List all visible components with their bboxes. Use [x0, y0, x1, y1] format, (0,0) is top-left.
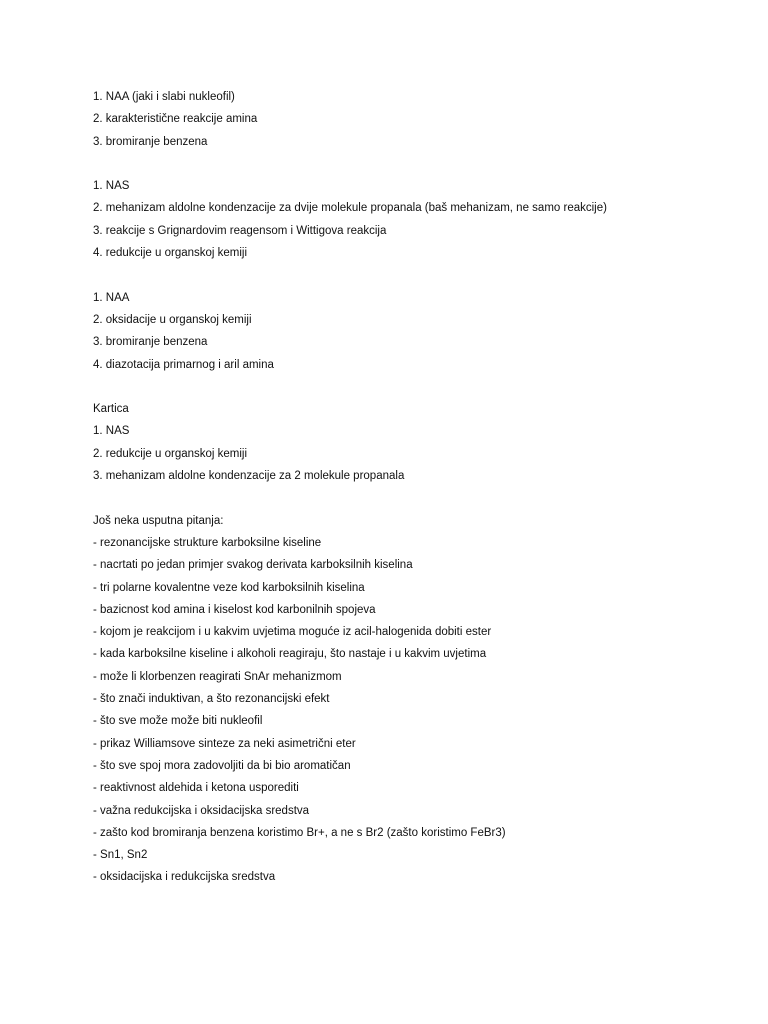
list-item: 1. NAA (jaki i slabi nukleofil) [93, 91, 235, 103]
list-item: 3. reakcije s Grignardovim reagensom i Wittigova reakcija [93, 224, 387, 237]
spacer [93, 487, 733, 509]
kartica-list [93, 398, 733, 487]
list-item: - tri polarne kovalentne veze kod karboksilnih kiselina [93, 581, 365, 594]
list-item: - što sve može može biti nukleofil [93, 715, 263, 728]
list-item: 1. NAS [93, 180, 130, 193]
extra-questions-list [93, 510, 733, 889]
list-item: 2. redukcije u organskoj kemiji [93, 447, 248, 460]
list-item: - oksidacijska i redukcijska sredstva [93, 871, 276, 884]
list-item: - kojom je reakcijom i u kakvim uvjetima moguće iz acil-halogenida dobiti ester [93, 626, 492, 639]
section-heading: Kartica [93, 403, 129, 416]
document-body [93, 86, 733, 889]
list-item: - rezonancijske strukture karboksilne kiseline [93, 536, 322, 549]
list-item: 2. mehanizam aldolne kondenzacije za dvije molekule propanala (baš mehanizam, ne samo reakcije) [93, 202, 607, 215]
section-heading: Još neka usputna pitanja: [93, 514, 224, 527]
list-item: - reaktivnost aldehida i ketona usporediti [93, 782, 299, 795]
list-item: - što znači induktivan, a što rezonancijski efekt [93, 693, 330, 706]
list-item: - važna redukcijska i oksidacijska sredstva [93, 804, 310, 817]
exam-list-1 [93, 86, 733, 153]
list-item: 3. bromiranje benzena [93, 135, 208, 148]
list-item: - zašto kod bromiranja benzena koristimo Br+, a ne s Br2 (zašto koristimo FeBr3) [93, 826, 506, 839]
list-item: - prikaz Williamsove sinteze za neki asimetrični eter [93, 737, 356, 750]
list-item: 4. redukcije u organskoj kemiji [93, 247, 248, 260]
list-item: - kada karboksilne kiseline i alkoholi reagiraju, što nastaje i u kakvim uvjetima [93, 648, 487, 661]
exam-list-3 [93, 287, 733, 376]
list-item: 2. oksidacije u organskoj kemiji [93, 313, 252, 326]
list-item: 4. diazotacija primarnog i aril amina [93, 358, 274, 371]
list-item: - što sve spoj mora zadovoljiti da bi bio aromatičan [93, 759, 351, 772]
list-item: - Sn1, Sn2 [93, 849, 148, 862]
list-item: - bazicnost kod amina i kiselost kod karbonilnih spojeva [93, 603, 376, 616]
spacer [93, 264, 733, 286]
list-item: 1. NAS [93, 425, 130, 438]
list-item: 3. bromiranje benzena [93, 336, 208, 349]
spacer [93, 153, 733, 175]
list-item: - može li klorbenzen reagirati SnAr mehanizmom [93, 670, 342, 683]
list-item: - nacrtati po jedan primjer svakog derivata karboksilnih kiselina [93, 559, 413, 572]
list-item: 1. NAA [93, 291, 130, 304]
spacer [93, 376, 733, 398]
exam-list-2 [93, 175, 733, 264]
list-item: 3. mehanizam aldolne kondenzacije za 2 molekule propanala [93, 470, 405, 483]
list-item: 2. karakteristične reakcije amina [93, 113, 258, 126]
